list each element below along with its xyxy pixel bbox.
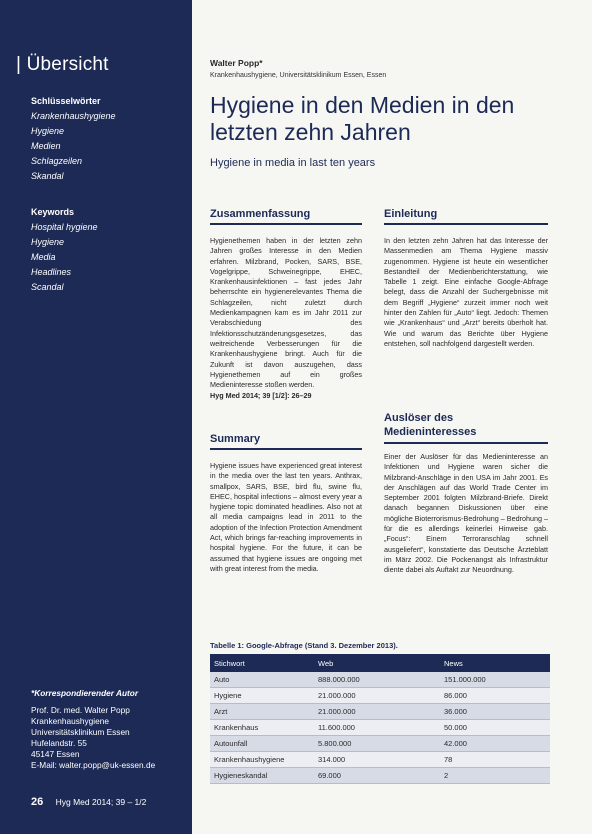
schluesselwoerter-label: Schlüsselwörter [31, 96, 101, 106]
schluesselwort: Medien [31, 141, 61, 151]
table-cell: Krankenhaus [210, 720, 314, 736]
table-row [210, 736, 550, 752]
schluesselwort: Krankenhaushygiene [31, 111, 116, 121]
table-cell: 2 [440, 768, 550, 784]
table-cell: 69.000 [314, 768, 440, 784]
schluesselwort: Schlagzeilen [31, 156, 83, 166]
zusammenfassung-heading: Zusammenfassung [210, 208, 362, 225]
summary-text: Hygiene issues have experienced great interest in the media over the last ten years. Anthrax, smallpox, SARS, BSE, bird flu, swine flu, EHEC, hospital infections – almost every year a hygiene topic dominated headlines. Also not at all media campaigns lead in 2011 to the adoption of the Infection Protection Amendment Act, which brings far-reaching improvements in hospital hygiene. For the future, it can be assumed that hygiene issues are ongoing met with great interest from the media. [210, 461, 362, 573]
corr-street: Hufelandstr. 55 [31, 738, 87, 748]
keyword: Headlines [31, 267, 72, 277]
keyword: Hygiene [31, 237, 65, 247]
table-row [210, 768, 550, 784]
sidebar [0, 0, 192, 834]
author: Walter Popp* [210, 58, 263, 68]
summary-heading: Summary [210, 433, 362, 450]
corr-name: Prof. Dr. med. Walter Popp [31, 705, 130, 715]
table-cell: 888.000.000 [314, 672, 440, 688]
keyword: Scandal [31, 282, 64, 292]
corresponding-author-label: *Korrespondierender Autor [31, 688, 139, 698]
table-cell: 5.800.000 [314, 736, 440, 752]
table-header-row [210, 654, 550, 672]
table-cell: 78 [440, 752, 550, 768]
article-subtitle: Hygiene in media in last ten years [210, 157, 376, 169]
corr-city: 45147 Essen [31, 749, 80, 759]
table-header: Stichwort [210, 654, 314, 672]
table-header: Web [314, 654, 440, 672]
table-cell: 36.000 [440, 704, 550, 720]
article-main [192, 0, 592, 834]
einleitung-heading: Einleitung [384, 208, 548, 225]
table-cell: 42.000 [440, 736, 550, 752]
google-results-table [210, 654, 550, 784]
table-row [210, 752, 550, 768]
keyword: Hospital hygiene [31, 222, 98, 232]
table-cell: Krankenhaushygiene [210, 752, 314, 768]
zusammenfassung-body: Hygienethemen haben in der letzten zehn Jahren großes Interesse in den Medien erfahren. Milzbrand, Pocken, SARS, BSE, Vogelgrippe, Schweinegrippe, EHEC, Krankenhausinfektionen – fast jedes Jahr beherrschte ein hygienerelevantes Thema die Schlagzeilen, nicht zuletzt durch Medienkampagnen kam es im Jahr 2011 zur Verabschiedung des Infektionsschutzänderungsgesetzes, das weitreichende Verbesserungen für die Krankenhaushygiene bringt. Auch für die Zukunft ist davon auszugehen, dass Hygienethemen auf ein großes Medieninteresse stoßen werden. [210, 236, 362, 390]
table-cell: 11.600.000 [314, 720, 440, 736]
sidebar-title: | Übersicht [16, 54, 109, 75]
table-row [210, 704, 550, 720]
table-row [210, 688, 550, 704]
table-cell: 21.000.000 [314, 704, 440, 720]
table-cell: Hygiene [210, 688, 314, 704]
table-cell: Hygieneskandal [210, 768, 314, 784]
article-title: Hygiene in den Medien in den letzten zehn Jahren [210, 92, 515, 145]
page-number: 26 [31, 796, 44, 808]
schluesselwort: Skandal [31, 171, 64, 181]
schluesselwoerter-block [31, 94, 116, 184]
table-caption: Tabelle 1: Google-Abfrage (Stand 3. Dezember 2013). [210, 641, 398, 650]
corr-email[interactable]: E-Mail: walter.popp@uk-essen.de [31, 760, 156, 770]
corr-dept: Krankenhaushygiene [31, 716, 109, 726]
affiliation: Krankenhaushygiene, Universitätsklinikum Essen, Essen [210, 72, 387, 79]
keywords-label: Keywords [31, 207, 75, 217]
journal-ref: Hyg Med 2014; 39 – 1/2 [55, 797, 147, 807]
corresponding-author-block [31, 688, 155, 771]
table-cell: Auto [210, 672, 314, 688]
page-footer [31, 796, 146, 808]
einleitung-text: In den letzten zehn Jahren hat das Interesse der Massenmedien am Thema Hygiene massiv zugenommen. Hygiene ist heute ein wesentlicher Bestandteil der Medienberichterstattung, wie Tabelle 1 zeigt. Eine einfache Google-Abfrage belegt, dass die Anzahl der Suchergebnisse mit dem Begriff „Hygiene“ zurzeit immer noch weit hinter den Zahlen für „Auto“ liegt. Jedoch: Themen wie „Krankenhaus“ und „Arzt“ bereits überholt hat. Wie und warum das Berichte über Hygiene entstehen, soll nachfolgend dargestellt werden. [384, 236, 548, 348]
table-cell: 86.000 [440, 688, 550, 704]
table-cell: 50.000 [440, 720, 550, 736]
keywords-block [31, 205, 98, 295]
ausloeser-heading: Auslöser des Medieninteresses [384, 411, 548, 444]
table-row [210, 672, 550, 688]
table-cell: 314.000 [314, 752, 440, 768]
table-row [210, 720, 550, 736]
citation: Hyg Med 2014; 39 [1/2]: 26–29 [210, 391, 312, 401]
zusammenfassung-text [210, 236, 362, 402]
schluesselwort: Hygiene [31, 126, 65, 136]
corr-institution: Universitätsklinikum Essen [31, 727, 130, 737]
keyword: Media [31, 252, 56, 262]
ausloeser-text: Einer der Auslöser für das Medieninteresse an Infektionen und Hygiene waren sicher die Milzbrand-Anschläge in den USA im Jahr 2001. Es der Anschlägen auf das World Trade Center im September 2001 folgten Milzbrand-Briefe. Direkt danach begannen Diskussionen über eine mögliche Bioterrorismus-Bedrohung – Bedrohung – für die es allerdings keinerlei Hinweise gab. „Focus“: Einem Terroranschlag schnell ausgeliefert“, konstatierte das Deutsche Ärzteblatt im März 2002. Die Pockenangst als Infrastruktur diente dabei als Auftakt zur Neuordnung. [384, 452, 548, 575]
table-cell: Autounfall [210, 736, 314, 752]
table-cell: 21.000.000 [314, 688, 440, 704]
table-cell: 151.000.000 [440, 672, 550, 688]
table-header: News [440, 654, 550, 672]
table-cell: Arzt [210, 704, 314, 720]
